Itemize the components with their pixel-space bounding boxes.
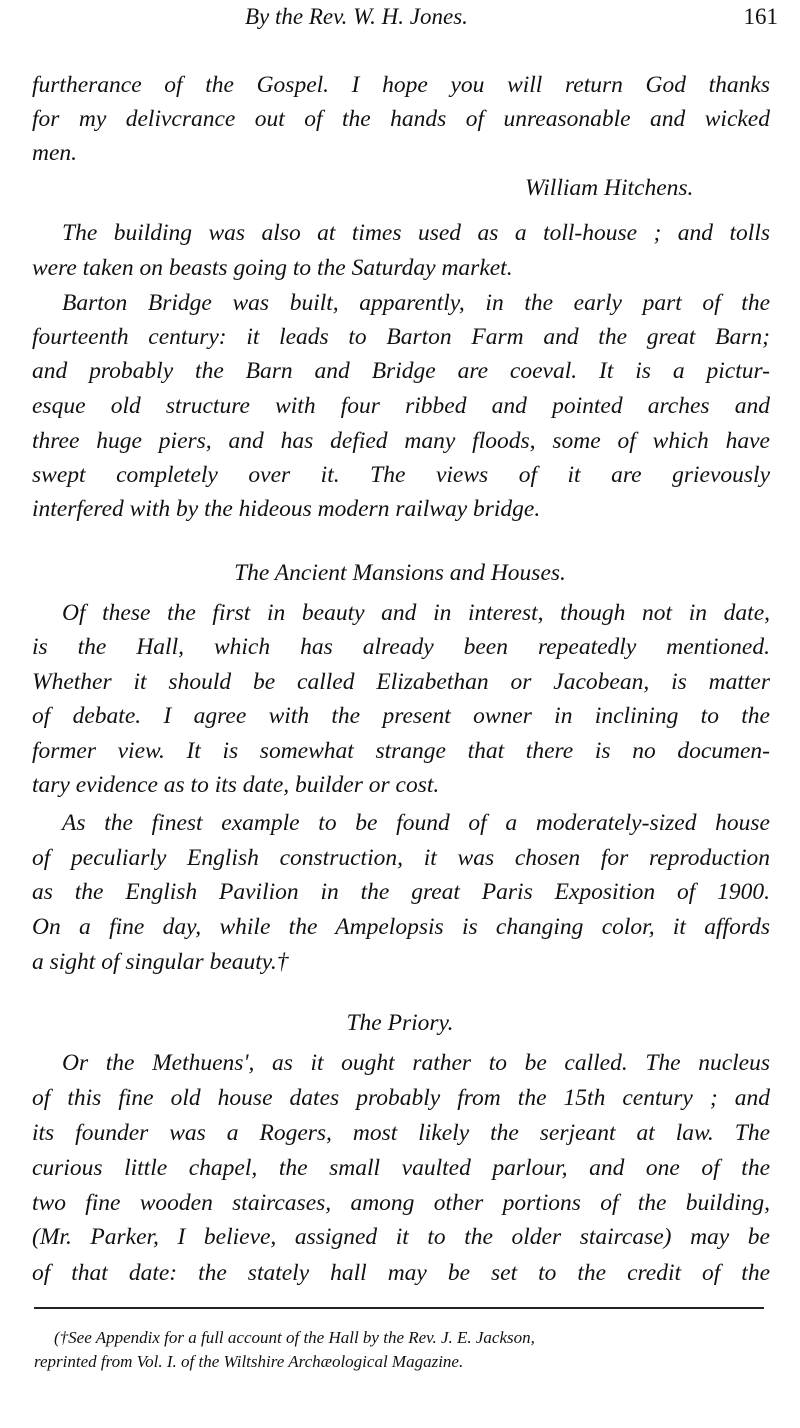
text-line: for my delivcrance out of the hands of unreasonable and wicked <box>32 106 770 132</box>
footnote-line: reprinted from Vol. I. of the Wiltshire Archæological Magazine. <box>34 1352 464 1371</box>
page-number: 161 <box>743 4 778 29</box>
section-heading: The Ancient Mansions and Houses. <box>234 560 566 586</box>
text-line: men. <box>32 140 78 166</box>
text-line: and probably the Barn and Bridge are coeval. It is a pictur- <box>32 358 770 384</box>
text-line: a sight of singular beauty.† <box>32 949 289 975</box>
signature: William Hitchens. <box>525 175 694 201</box>
text-line: of debate. I agree with the present owner in inclining to the <box>32 703 770 729</box>
text-line: two fine wooden staircases, among other portions of the building, <box>32 1190 770 1216</box>
text-line: of peculiarly English construction, it was chosen for reproduction <box>32 845 770 871</box>
footnote-divider <box>34 1307 764 1309</box>
section-heading: The Priory. <box>346 1010 454 1036</box>
text-line: Barton Bridge was built, apparently, in the early part of the <box>62 290 770 316</box>
text-line: Whether it should be called Elizabethan or Jacobean, is matter <box>32 669 770 695</box>
text-line: The building was also at times used as a toll-house ; and tolls <box>62 220 770 246</box>
footnote-line: (†See Appendix for a full account of the Hall by the Rev. J. E. Jackson, <box>54 1328 535 1347</box>
text-line: its founder was a Rogers, most likely the serjeant at law. The <box>32 1120 770 1146</box>
text-line: furtherance of the Gospel. I hope you will return God thanks <box>32 72 770 98</box>
text-line: Of these the first in beauty and in interest, though not in date, <box>62 600 770 626</box>
text-line: esque old structure with four ribbed and pointed arches and <box>32 393 770 419</box>
text-line: former view. It is somewhat strange that there is no documen- <box>32 738 770 764</box>
text-line: On a fine day, while the Ampelopsis is changing color, it affords <box>32 914 770 940</box>
text-line: interfered with by the hideous modern railway bridge. <box>32 496 541 522</box>
text-line: fourteenth century: it leads to Barton Farm and the great Barn; <box>32 324 770 350</box>
text-line: of that date: the stately hall may be set to the credit of the <box>32 1260 770 1286</box>
text-line: as the English Pavilion in the great Paris Exposition of 1900. <box>32 879 770 905</box>
text-line: Or the Methuens', as it ought rather to be called. The nucleus <box>62 1050 770 1076</box>
running-title: By the Rev. W. H. Jones. <box>245 4 468 29</box>
text-line: curious little chapel, the small vaulted parlour, and one of the <box>32 1155 770 1181</box>
text-line: tary evidence as to its date, builder or cost. <box>32 772 440 798</box>
text-line: three huge piers, and has defied many floods, some of which have <box>32 428 770 454</box>
text-line: (Mr. Parker, I believe, assigned it to the older staircase) may be <box>32 1224 770 1250</box>
text-line: were taken on beasts going to the Saturday market. <box>32 255 513 281</box>
text-line: As the finest example to be found of a moderately-sized house <box>62 810 770 836</box>
text-line: is the Hall, which has already been repeatedly mentioned. <box>32 634 770 660</box>
text-line: of this fine old house dates probably from the 15th century ; and <box>32 1085 770 1111</box>
text-line: swept completely over it. The views of it are grievously <box>32 462 770 488</box>
